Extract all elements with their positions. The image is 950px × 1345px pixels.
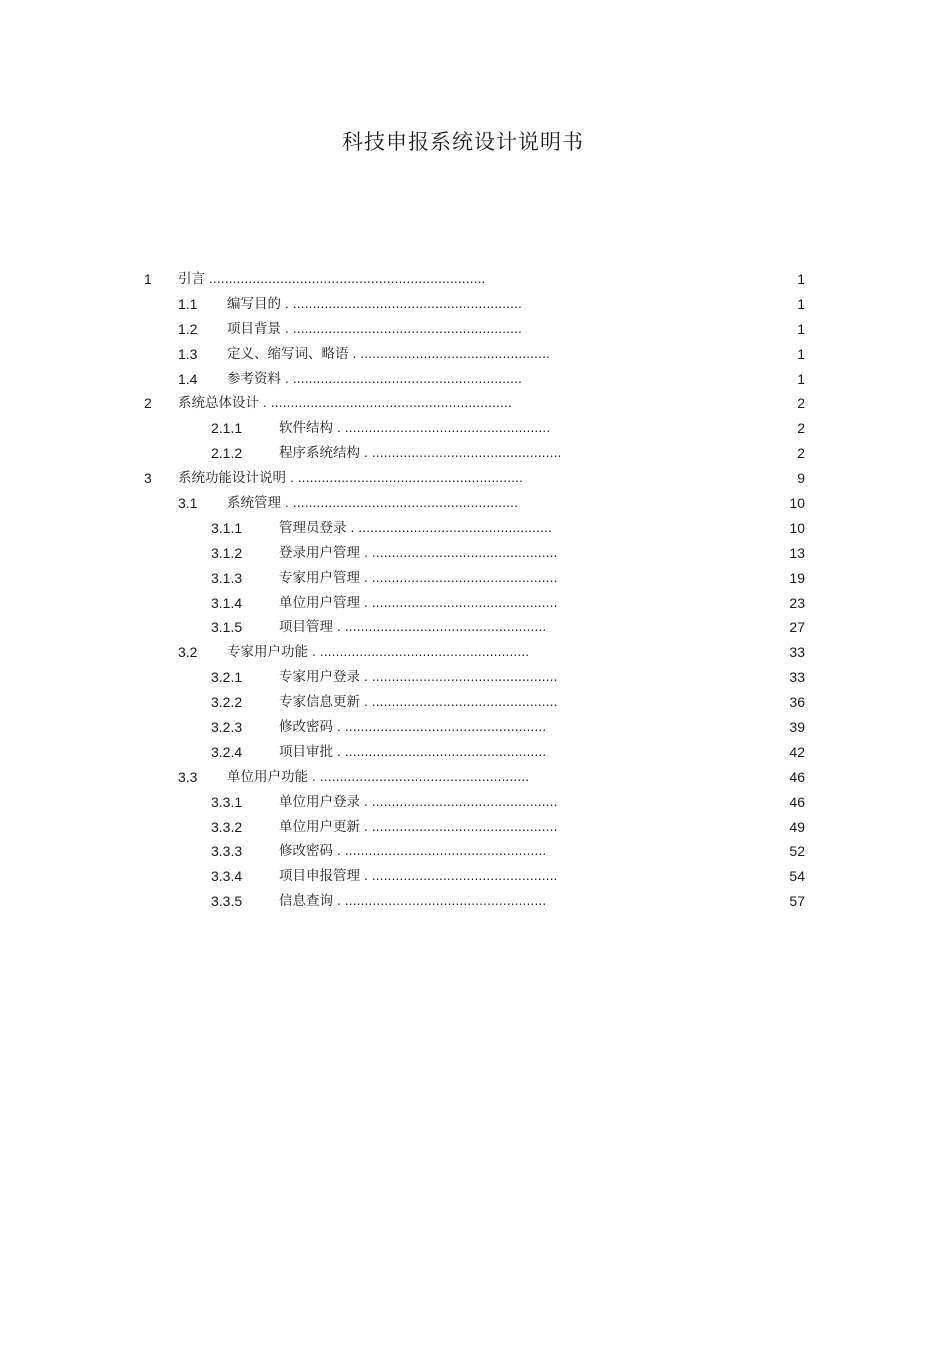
toc-entry[interactable]	[0, 889, 950, 914]
toc-entry-label: 管理员登录	[279, 519, 347, 536]
toc-entry-number: 3.1.5	[211, 619, 243, 636]
toc-entry-label: 修改密码	[279, 719, 333, 736]
toc-entry-title	[279, 416, 589, 441]
toc-dot-leader: . .....................................................	[308, 768, 530, 784]
toc-entry-number: 3.2	[178, 644, 198, 661]
toc-entry-number: 3.2.3	[211, 719, 243, 736]
toc-entry-page: 33	[789, 669, 805, 686]
toc-entry-label: 专家信息更新	[279, 694, 360, 711]
toc-dot-leader: . ....................................................	[333, 420, 551, 436]
toc-entry-title	[178, 391, 568, 416]
toc-entry-title	[227, 317, 587, 342]
toc-entry-page: 10	[789, 495, 805, 512]
toc-entry-label: 修改密码	[279, 843, 333, 860]
toc-entry-title	[279, 740, 589, 765]
toc-entry-title	[279, 591, 589, 616]
toc-entry-number: 3.3	[178, 768, 198, 785]
toc-entry-title	[279, 615, 589, 640]
toc-entry[interactable]	[0, 690, 950, 715]
toc-entry-label: 专家用户登录	[279, 669, 360, 686]
table-of-contents	[0, 267, 950, 914]
toc-entry-title	[178, 267, 568, 292]
toc-dot-leader: . ...................................................	[333, 619, 547, 635]
toc-entry-title	[279, 690, 589, 715]
toc-entry-number: 1.3	[178, 345, 198, 362]
toc-entry-label: 项目背景	[227, 320, 281, 337]
toc-entry-page: 1	[797, 271, 805, 287]
toc-dot-leader: . ...............................................	[360, 669, 558, 685]
toc-entry-label: 单位用户更新	[279, 818, 360, 835]
toc-entry-number: 3.1.2	[211, 544, 243, 561]
toc-entry-number: 3.1.3	[211, 569, 243, 586]
toc-dot-leader: . .........................................................	[281, 495, 519, 511]
toc-dot-leader: . ..........................................................	[281, 295, 522, 311]
toc-dot-leader: . ...............................................	[360, 694, 558, 710]
toc-entry[interactable]	[0, 790, 950, 815]
toc-entry-title	[227, 491, 587, 516]
toc-dot-leader: . ...............................................	[360, 793, 558, 809]
toc-entry[interactable]	[0, 267, 950, 292]
toc-entry-page: 27	[789, 619, 805, 636]
toc-dot-leader: . .....................................................	[308, 644, 530, 660]
toc-entry-number: 1.1	[178, 295, 198, 312]
toc-entry-page: 39	[789, 719, 805, 736]
toc-entry-number: 2	[144, 395, 152, 412]
toc-entry[interactable]	[0, 640, 950, 665]
toc-dot-leader: . ...............................................	[360, 868, 558, 884]
toc-entry-page: 1	[797, 370, 805, 387]
toc-entry-page: 54	[789, 868, 805, 885]
toc-entry-page: 36	[789, 694, 805, 711]
toc-entry-title	[279, 715, 589, 740]
toc-entry[interactable]	[0, 541, 950, 566]
toc-dot-leader: . ...................................................	[333, 893, 547, 909]
toc-entry-title	[279, 541, 589, 566]
toc-entry[interactable]	[0, 317, 950, 342]
toc-entry[interactable]	[0, 839, 950, 864]
toc-entry-label: 引言	[178, 271, 205, 287]
toc-entry-label: 单位用户功能	[227, 768, 308, 785]
toc-entry[interactable]	[0, 665, 950, 690]
toc-dot-leader: . ................................................	[360, 445, 562, 461]
toc-entry-number: 3.3.3	[211, 843, 243, 860]
toc-entry-page: 57	[789, 893, 805, 910]
toc-entry-label: 项目申报管理	[279, 868, 360, 885]
toc-entry-number: 3.2.4	[211, 743, 243, 760]
toc-entry[interactable]	[0, 292, 950, 317]
toc-entry[interactable]	[0, 342, 950, 367]
toc-entry-label: 系统管理	[227, 495, 281, 512]
toc-entry-number: 3.3.4	[211, 868, 243, 885]
toc-entry[interactable]	[0, 516, 950, 541]
toc-entry-number: 3.1	[178, 495, 198, 512]
toc-entry[interactable]	[0, 615, 950, 640]
toc-entry[interactable]	[0, 765, 950, 790]
toc-entry-page: 52	[789, 843, 805, 860]
toc-entry-label: 编写目的	[227, 295, 281, 312]
toc-entry-title	[279, 839, 589, 864]
toc-entry-label: 系统总体设计	[178, 395, 259, 412]
toc-entry-number: 2.1.2	[211, 445, 243, 462]
toc-entry-number: 3.1.1	[211, 519, 243, 536]
document-title: 科技申报系统设计说明书	[342, 130, 584, 154]
toc-entry-number: 3.1.4	[211, 594, 243, 611]
toc-entry-page: 1	[797, 345, 805, 362]
toc-dot-leader: . .................................................	[346, 519, 552, 535]
toc-entry-label: 程序系统结构	[279, 445, 360, 462]
toc-entry-number: 3	[144, 470, 152, 487]
toc-entry-number: 2.1.1	[211, 420, 243, 437]
toc-entry-title	[178, 466, 568, 491]
toc-entry-title	[227, 292, 587, 317]
toc-entry-title	[227, 765, 587, 790]
toc-entry-label: 系统功能设计说明	[178, 470, 286, 487]
toc-entry[interactable]	[0, 740, 950, 765]
toc-entry-page: 1	[797, 320, 805, 337]
toc-entry-label: 专家用户功能	[227, 644, 308, 661]
toc-dot-leader: . ................................................	[348, 345, 550, 361]
toc-entry-page: 10	[789, 519, 805, 536]
toc-entry-number: 1.2	[178, 320, 198, 337]
toc-entry[interactable]	[0, 864, 950, 889]
toc-dot-leader: . .........................................................	[286, 470, 524, 486]
toc-entry[interactable]	[0, 591, 950, 616]
toc-entry-page: 1	[797, 295, 805, 312]
toc-entry[interactable]	[0, 466, 950, 491]
toc-entry-label: 单位用户管理	[279, 594, 360, 611]
toc-entry-title	[279, 790, 589, 815]
toc-entry-label: 项目审批	[279, 743, 333, 760]
toc-entry-number: 3.3.5	[211, 893, 243, 910]
toc-dot-leader: . .............................................................	[259, 395, 512, 411]
toc-entry-page: 13	[789, 544, 805, 561]
toc-entry-page: 42	[789, 743, 805, 760]
toc-entry-title	[279, 441, 589, 466]
toc-entry-label: 专家用户管理	[279, 569, 360, 586]
toc-entry-title	[279, 516, 589, 541]
toc-entry[interactable]	[0, 391, 950, 416]
toc-entry-page: 46	[789, 768, 805, 785]
toc-entry-label: 单位用户登录	[279, 793, 360, 810]
toc-entry[interactable]	[0, 416, 950, 441]
toc-entry-number: 3.3.2	[211, 818, 243, 835]
toc-dot-leader: . ...................................................	[333, 843, 547, 859]
toc-entry-label: 定义、缩写词、略语	[227, 345, 349, 362]
toc-entry[interactable]	[0, 367, 950, 392]
toc-dot-leader: . ...................................................	[333, 719, 547, 735]
toc-dot-leader: . ...............................................	[360, 594, 558, 610]
toc-entry-page: 2	[797, 445, 805, 462]
toc-dot-leader: . ..........................................................	[281, 320, 522, 336]
toc-entry-page: 2	[797, 420, 805, 437]
toc-entry-page: 19	[789, 569, 805, 586]
toc-dot-leader: ......................................................................	[205, 271, 486, 286]
toc-entry[interactable]	[0, 441, 950, 466]
toc-entry-page: 46	[789, 793, 805, 810]
toc-dot-leader: . ...............................................	[360, 569, 558, 585]
toc-entry-page: 49	[789, 818, 805, 835]
toc-entry-page: 9	[797, 470, 805, 487]
toc-entry[interactable]	[0, 715, 950, 740]
toc-entry-title	[279, 815, 589, 840]
toc-entry-number: 3.2.1	[211, 669, 243, 686]
toc-entry-title	[279, 864, 589, 889]
toc-entry-page: 33	[789, 644, 805, 661]
toc-entry-label: 软件结构	[279, 420, 333, 437]
toc-entry-number: 1	[144, 271, 152, 287]
toc-dot-leader: . ...............................................	[360, 818, 558, 834]
toc-entry-label: 登录用户管理	[279, 544, 360, 561]
toc-entry-number: 3.3.1	[211, 793, 243, 810]
toc-entry-title	[279, 665, 589, 690]
toc-entry[interactable]	[0, 566, 950, 591]
toc-entry-label: 项目管理	[279, 619, 333, 636]
toc-dot-leader: . ..........................................................	[281, 370, 522, 386]
toc-entry[interactable]	[0, 491, 950, 516]
toc-entry-page: 23	[789, 594, 805, 611]
toc-entry-number: 3.2.2	[211, 694, 243, 711]
toc-entry-page: 2	[797, 395, 805, 412]
toc-entry-title	[279, 566, 589, 591]
toc-entry-label: 参考资料	[227, 370, 281, 387]
toc-entry-title	[227, 640, 587, 665]
toc-entry-label: 信息查询	[279, 893, 333, 910]
toc-dot-leader: . ...................................................	[333, 743, 547, 759]
toc-entry-title	[279, 889, 589, 914]
toc-entry-title	[227, 342, 587, 367]
toc-dot-leader: . ...............................................	[360, 544, 558, 560]
toc-entry-number: 1.4	[178, 370, 198, 387]
toc-entry[interactable]	[0, 815, 950, 840]
toc-entry-title	[227, 367, 587, 392]
